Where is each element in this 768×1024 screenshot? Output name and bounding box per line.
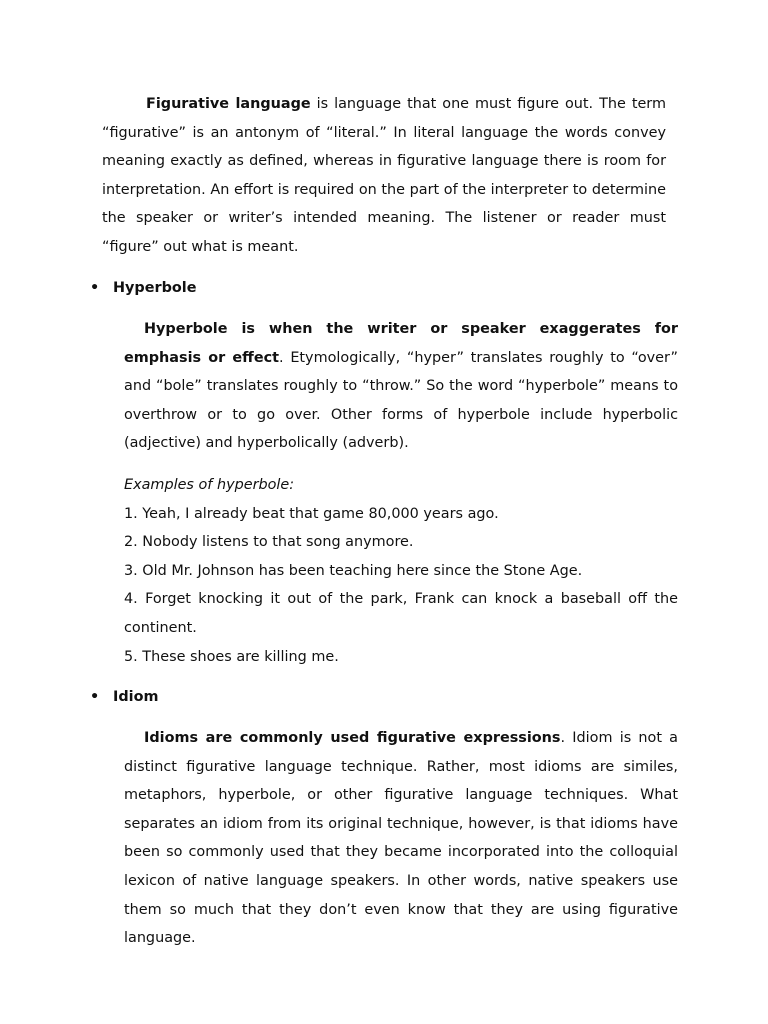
intro-text: is language that one must figure out. The term “figurative” is an antonym of “literal.” In literal language the words convey meaning exactly as defined, whereas in figurative language there is room for interpretation. An effort is required on the part of the interpreter to determine the speaker or writer’s intended meaning. The listener or reader must “figure” out what is meant. — [102, 96, 666, 255]
example-item — [124, 643, 678, 672]
hyperbole-examples — [124, 471, 678, 671]
idiom-definition-text: . Idiom is not a distinct figurative language technique. Rather, most idioms are similes, metaphors, hyperbole, or other figurative language techniques. What separates an idiom from its original technique, however, is that idioms have been so commonly used that they became incorporated into the colloquial lexicon of native language speakers. In other words, native speakers use them so much that they don’t even know that they are using figurative language. — [124, 730, 679, 947]
example-text: Yeah, I already beat that game 80,000 years ago. — [137, 505, 499, 522]
example-number: 1. — [124, 505, 138, 522]
example-number: 3. — [124, 562, 138, 579]
example-number: 4. — [124, 591, 138, 608]
section-heading-text: Hyperbole — [113, 280, 197, 296]
idiom-definition-bold: Idioms are commonly used figurative expressions — [144, 730, 561, 746]
examples-list — [124, 500, 678, 672]
example-text: Nobody listens to that song anymore. — [137, 534, 414, 551]
section-heading-text: Idiom — [113, 689, 159, 705]
section-heading-idiom — [90, 687, 158, 707]
example-text: Forget knocking it out of the park, Frank can knock a baseball off the continent. — [124, 591, 678, 636]
example-text: These shoes are killing me. — [137, 648, 339, 665]
examples-label: Examples of hyperbole: — [124, 477, 295, 493]
intro-term: Figurative language — [146, 96, 311, 112]
example-item — [124, 528, 678, 557]
hyperbole-definition — [124, 315, 678, 458]
example-number: 5. — [124, 648, 138, 665]
example-text: Old Mr. Johnson has been teaching here since the Stone Age. — [137, 562, 583, 579]
intro-paragraph — [102, 90, 666, 262]
bullet-icon: • — [90, 689, 100, 705]
example-item — [124, 585, 678, 642]
idiom-definition — [124, 724, 678, 953]
example-item — [124, 557, 678, 586]
section-heading-hyperbole — [90, 278, 196, 298]
example-number: 2. — [124, 534, 138, 551]
hyperbole-definition-text: . Etymologically, “hyper” translates roughly to “over” and “bole” translates roughly to “throw.” So the word “hyperbole” means to overthrow or to go over. Other forms of hyperbole include hyperbolic (adjective) and hyperbolically (adverb). — [124, 349, 678, 452]
hyperbole-definition-bold: Hyperbole is when the writer or speaker exaggerates for emphasis or effect — [124, 321, 678, 366]
bullet-icon: • — [90, 280, 100, 296]
example-item — [124, 500, 678, 529]
